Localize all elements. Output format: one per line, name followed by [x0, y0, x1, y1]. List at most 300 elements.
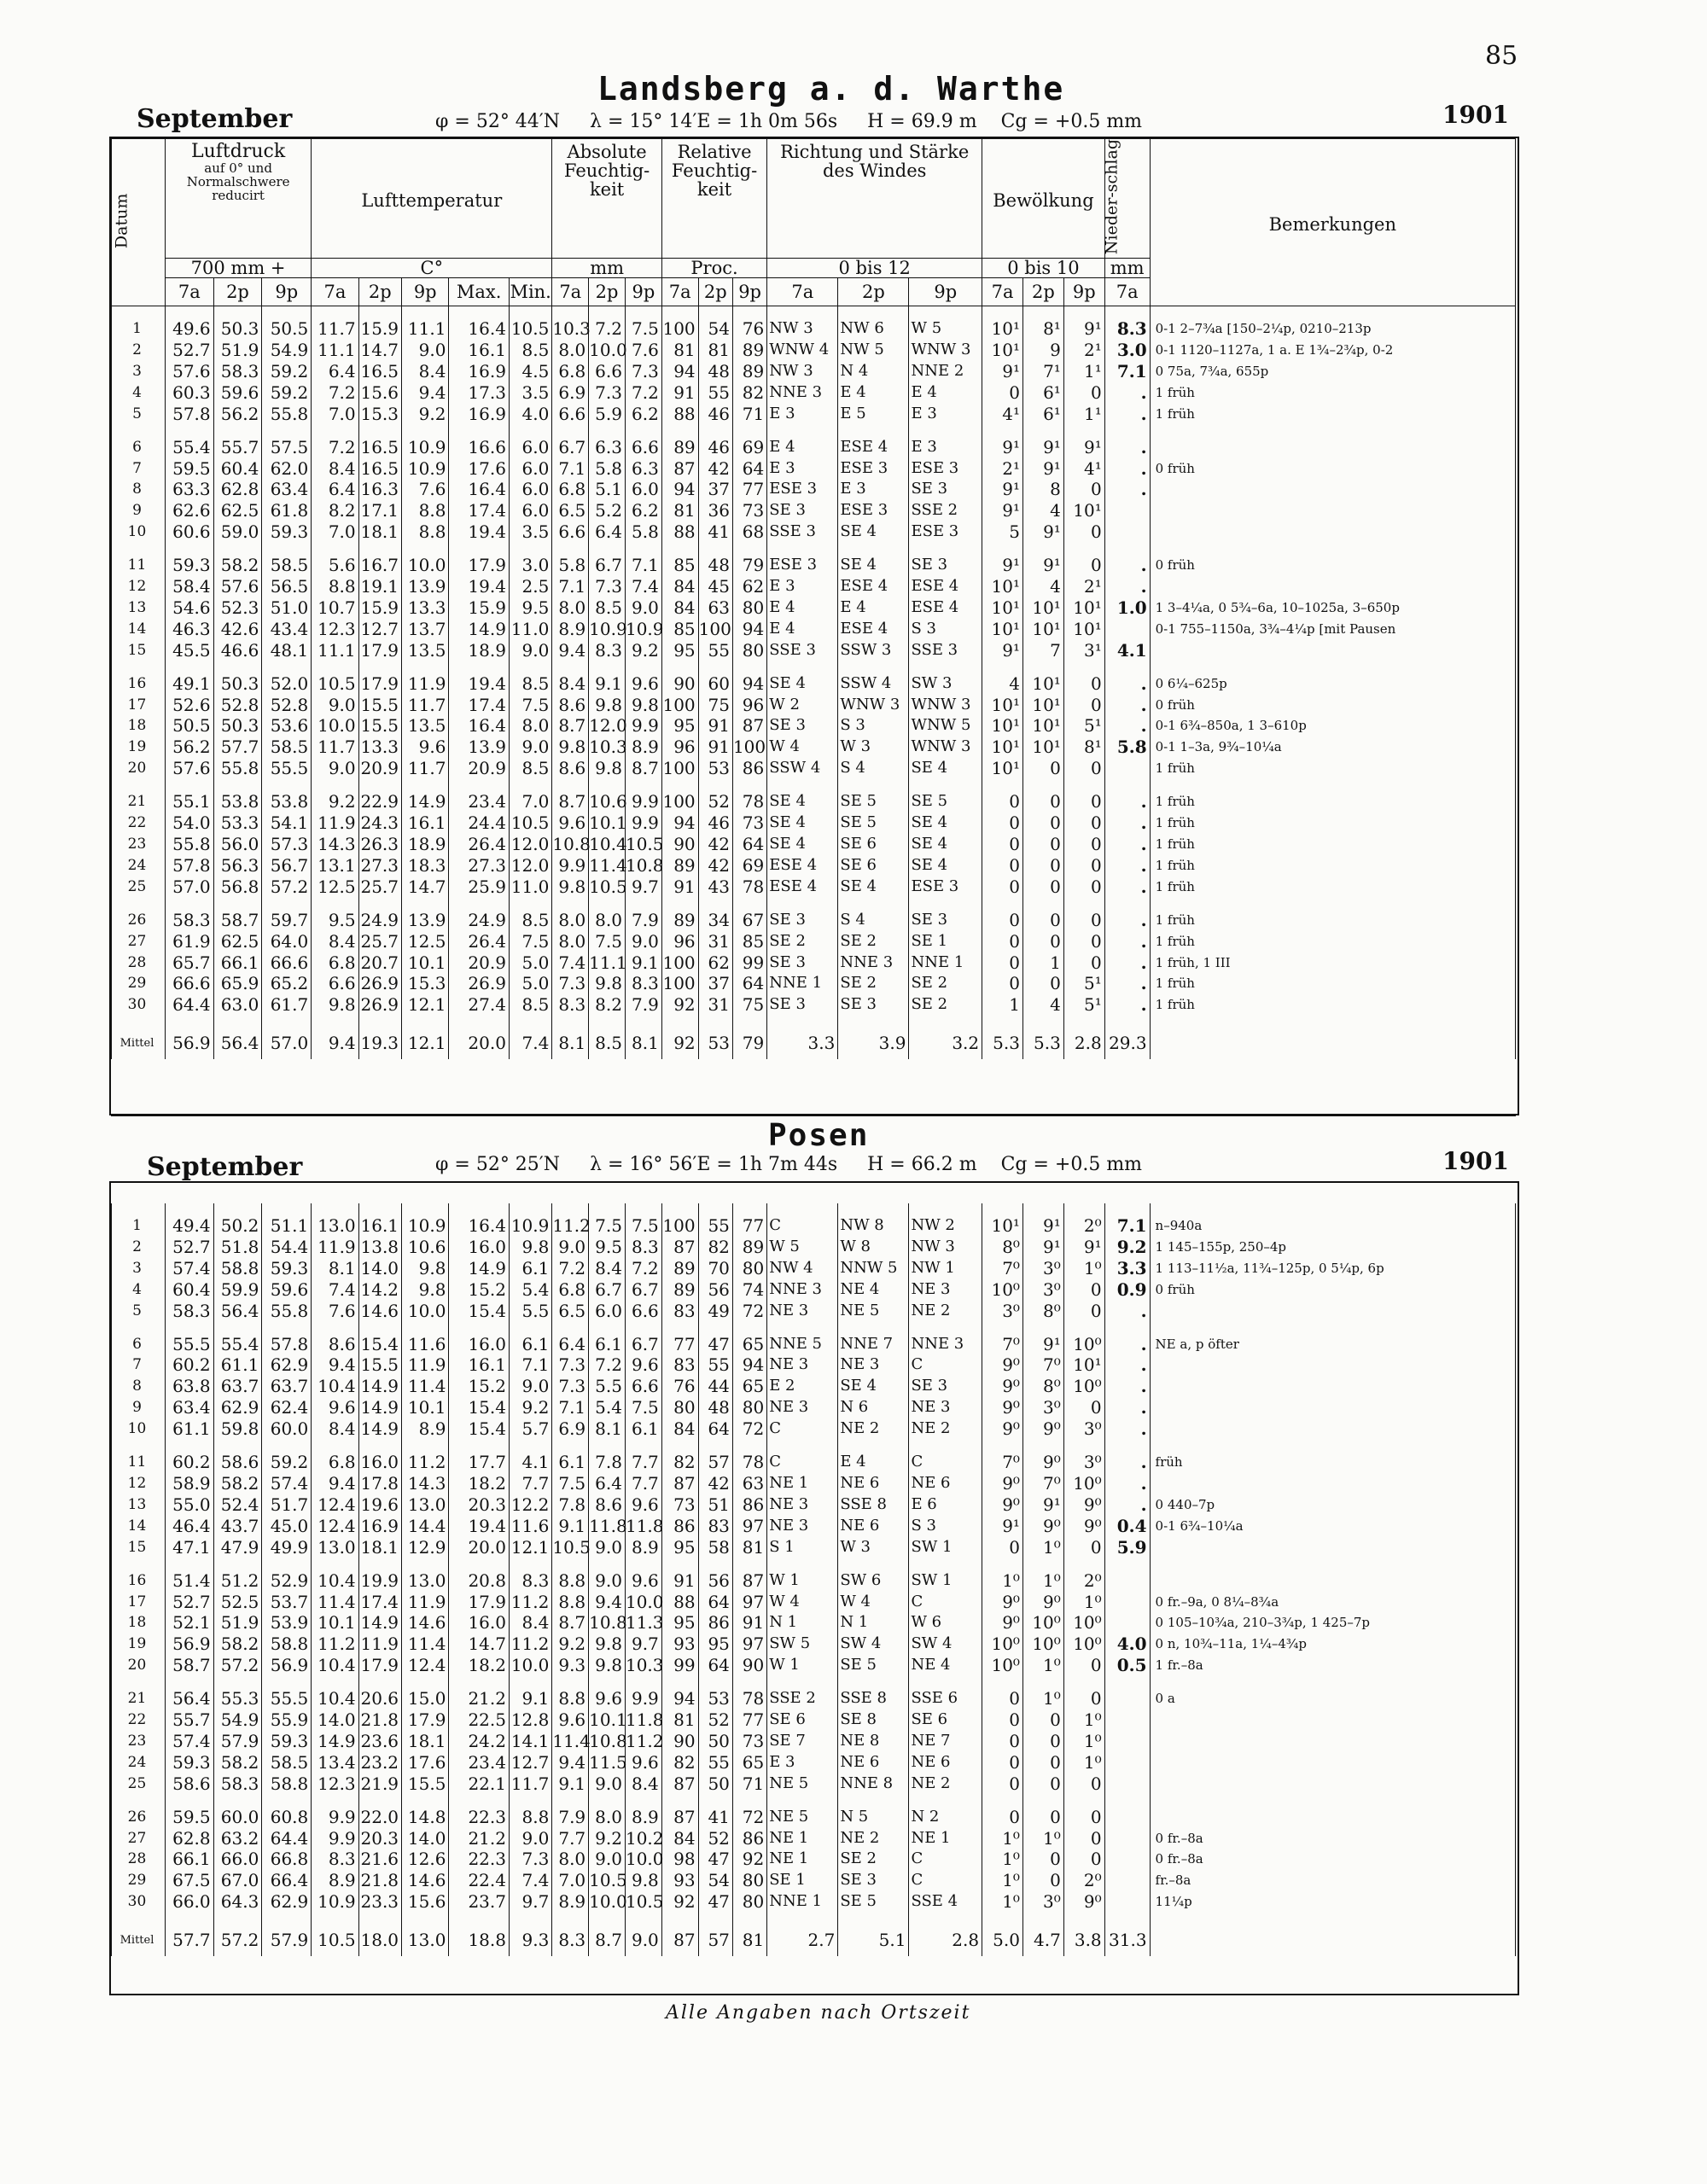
data-cell: . [1104, 404, 1150, 425]
data-cell: W 8 [838, 1237, 909, 1258]
data-cell: 17.9 [358, 673, 401, 695]
data-cell: NNE 8 [838, 1773, 909, 1795]
data-cell: 100 [732, 737, 766, 758]
data-cell: 8.1 [589, 1418, 626, 1440]
data-cell: NE 2 [909, 1301, 982, 1322]
data-cell: 21 [112, 1688, 166, 1709]
data-cell: . [1104, 994, 1150, 1016]
data-cell: 12.3 [312, 1773, 358, 1795]
data-cell: 15.4 [449, 1397, 510, 1418]
data-cell: 0 früh [1150, 1279, 1515, 1301]
data-cell: 78 [732, 1688, 766, 1709]
data-cell: 92 [661, 994, 698, 1016]
spacer-row [112, 1440, 1516, 1452]
data-cell: W 4 [767, 737, 838, 758]
data-cell: NE 6 [838, 1473, 909, 1494]
data-cell: 66.1 [213, 952, 262, 974]
data-cell: 6.7 [625, 1279, 661, 1301]
data-cell: 96 [661, 737, 698, 758]
data-cell: 9.6 [625, 1494, 661, 1516]
data-cell: SE 2 [909, 973, 982, 994]
data-cell: 52.9 [262, 1570, 312, 1592]
data-cell: 57.3 [262, 834, 312, 855]
data-cell: 3.0 [1104, 340, 1150, 361]
data-cell: 53 [698, 1688, 732, 1709]
data-cell: 8.5 [589, 597, 626, 619]
data-cell: 87 [661, 1807, 698, 1828]
data-cell: 11.7 [509, 1773, 551, 1795]
data-cell: 10.4 [312, 1570, 358, 1592]
data-cell: 6.5 [552, 500, 589, 521]
data-cell: S 3 [909, 619, 982, 640]
data-cell: 91 [661, 382, 698, 404]
section-separator [111, 1114, 1516, 1116]
data-cell: 6.7 [589, 555, 626, 576]
data-cell: 53.9 [262, 1612, 312, 1634]
data-cell: E 3 [838, 479, 909, 500]
data-cell: 50.2 [213, 1215, 262, 1237]
data-cell: . [1104, 1473, 1150, 1494]
data-cell: 8.0 [552, 340, 589, 361]
data-cell: E 3 [909, 437, 982, 458]
data-cell: 4 [1022, 500, 1063, 521]
data-cell: 13.7 [402, 619, 449, 640]
data-cell: 8.9 [402, 1418, 449, 1440]
data-cell: NE 1 [909, 1828, 982, 1849]
data-cell: 13.9 [449, 737, 510, 758]
data-cell: 20.0 [449, 1028, 510, 1059]
data-cell: 16 [112, 673, 166, 695]
data-cell: 34 [698, 910, 732, 931]
data-cell: 13.3 [358, 737, 401, 758]
table-row [112, 1334, 1516, 1355]
data-cell: 91 [698, 715, 732, 737]
data-cell: 9.4 [312, 1354, 358, 1376]
data-cell: 8.0 [552, 910, 589, 931]
data-cell: 80 [732, 640, 766, 661]
data-cell: 49.4 [165, 1215, 213, 1237]
data-cell: 0.9 [1104, 1279, 1150, 1301]
data-cell: 0 [1022, 877, 1063, 898]
data-cell: 7.7 [552, 1828, 589, 1849]
data-cell: 10.5 [589, 1870, 627, 1891]
data-cell: 60.4 [213, 458, 262, 480]
table-row [112, 1612, 1516, 1634]
sub-header-time: 9p [262, 278, 312, 306]
data-cell: 5.0 [509, 952, 551, 974]
data-cell: 55.8 [165, 834, 213, 855]
table-row [112, 931, 1516, 952]
data-cell: 11.8 [625, 1515, 664, 1536]
data-cell: 9¹ [982, 555, 1023, 576]
data-cell: 9.8 [402, 1279, 449, 1301]
data-cell: 16.4 [449, 479, 510, 500]
mean-row [112, 1925, 1516, 1956]
data-cell: 8.5 [509, 758, 551, 779]
data-cell: 94 [732, 673, 766, 695]
data-cell: 6.0 [509, 458, 551, 480]
data-cell: 13.9 [402, 576, 449, 597]
data-cell: 13.9 [402, 910, 449, 931]
data-cell: 0 [1022, 1731, 1063, 1752]
data-cell: 31 [698, 994, 732, 1016]
data-cell: NE 7 [909, 1731, 982, 1752]
data-cell: NW 5 [838, 340, 909, 361]
data-cell: 10.8 [625, 854, 664, 876]
data-cell: SE 1 [909, 931, 982, 952]
data-cell: SSE 3 [767, 640, 838, 661]
data-cell: 17.9 [358, 1655, 401, 1676]
data-cell: 55.8 [262, 404, 312, 425]
data-cell: 49.1 [165, 673, 213, 695]
data-cell: ESE 3 [909, 521, 982, 543]
data-cell: 9.0 [509, 1828, 551, 1849]
data-cell: NE 2 [909, 1418, 982, 1440]
data-cell: 9.9 [625, 812, 661, 834]
data-cell: 7.5 [625, 1397, 661, 1418]
data-cell: 91 [698, 737, 732, 758]
data-cell: 9.0 [402, 340, 449, 361]
data-cell: 16.4 [449, 1215, 510, 1237]
data-cell: 90 [661, 834, 698, 855]
data-cell: 61.1 [165, 1418, 213, 1440]
data-cell: 53.7 [262, 1592, 312, 1613]
data-cell: 84 [661, 1828, 698, 1849]
data-cell: 57.5 [262, 437, 312, 458]
data-cell: 10.2 [625, 1827, 664, 1849]
data-cell: 5.3 [1022, 1028, 1063, 1059]
data-cell: 48 [698, 555, 732, 576]
data-cell: 20.9 [449, 952, 510, 974]
data-cell: 10.5 [625, 834, 664, 854]
data-cell: Mittel [112, 1925, 166, 1956]
data-cell: 84 [661, 1418, 698, 1440]
data-cell [1150, 1773, 1515, 1795]
data-cell [1150, 521, 1515, 543]
data-cell: 25.7 [358, 877, 401, 898]
data-cell: 86 [732, 1828, 766, 1849]
col-header-bewoelkung: Bewölkung [982, 139, 1105, 259]
data-cell: 2¹ [1063, 340, 1104, 361]
data-cell: 9¹ [1063, 1237, 1104, 1258]
data-cell: 8.8 [312, 576, 358, 597]
data-cell: SE 3 [767, 715, 838, 737]
data-cell: N 2 [909, 1807, 982, 1828]
data-cell: 12.3 [312, 619, 358, 640]
table-row [112, 1237, 1516, 1258]
data-cell: 46 [698, 812, 732, 834]
data-cell: 58.8 [213, 1258, 262, 1279]
data-cell: 0 fr.–8a [1150, 1849, 1515, 1870]
data-cell: 0.5 [1104, 1655, 1150, 1676]
data-cell: . [1104, 877, 1150, 898]
data-cell: 19.4 [449, 1516, 510, 1537]
sub-header-time: 7a [552, 278, 589, 306]
data-cell: 12 [112, 576, 166, 597]
longitude: λ = 16° 56′E = 1h 7m 44s [590, 1154, 838, 1175]
data-cell: 11.2 [312, 1634, 358, 1655]
data-cell: 59.3 [262, 521, 312, 543]
data-cell [1104, 1752, 1150, 1773]
data-cell: 13.5 [402, 640, 449, 661]
data-cell: 29.3 [1104, 1028, 1150, 1059]
data-cell: 17.9 [449, 1592, 510, 1613]
data-cell: 16.1 [449, 1354, 510, 1376]
data-cell: 54.1 [262, 812, 312, 834]
data-cell: 10.5 [625, 1891, 664, 1913]
table-row [112, 1752, 1516, 1773]
data-cell: 0-1 1–3a, 9¾–10¼a [1150, 737, 1515, 758]
data-cell: 59.2 [262, 361, 312, 382]
data-cell: SE 4 [838, 1376, 909, 1397]
data-cell: 77 [732, 1709, 766, 1731]
data-cell: 13.3 [402, 597, 449, 619]
data-cell: 9¹ [1022, 1215, 1063, 1237]
data-cell: 57.2 [213, 1925, 262, 1956]
data-cell: 5 [112, 1301, 166, 1322]
data-cell: 41 [698, 1807, 732, 1828]
data-cell: 0 [1063, 555, 1104, 576]
data-cell: 6.7 [625, 1334, 661, 1355]
data-cell: 60.2 [165, 1452, 213, 1473]
data-cell: 9⁰ [1022, 1516, 1063, 1537]
data-cell: C [767, 1418, 838, 1440]
data-cell: 4 [112, 382, 166, 404]
data-cell: 14.7 [449, 1634, 510, 1655]
data-cell: NNE 5 [767, 1334, 838, 1355]
data-cell: 9.4 [552, 640, 589, 661]
data-cell: 16.4 [449, 715, 510, 737]
data-cell: 89 [661, 1258, 698, 1279]
data-cell: 23 [112, 834, 166, 855]
data-cell: 3.0 [509, 555, 551, 576]
spacer-row [112, 1558, 1516, 1570]
data-cell: 6.6 [589, 361, 626, 382]
data-cell: 10¹ [1063, 500, 1104, 521]
data-cell: 89 [661, 910, 698, 931]
data-cell: 6.4 [552, 1334, 589, 1355]
data-cell: 16.0 [358, 1452, 401, 1473]
data-cell: 10.5 [312, 673, 358, 695]
data-cell: 5.8 [625, 521, 661, 543]
data-cell: 50.3 [213, 673, 262, 695]
data-cell: 26.9 [358, 994, 401, 1016]
data-cell: 10¹ [1022, 695, 1063, 716]
data-cell: 11.8 [589, 1515, 627, 1536]
data-cell: 65.7 [165, 952, 213, 974]
data-cell: E 2 [767, 1376, 838, 1397]
data-cell: 52.6 [165, 695, 213, 716]
data-cell: 8.7 [552, 1612, 589, 1634]
data-cell: 11.9 [312, 812, 358, 834]
table-row [112, 1452, 1516, 1473]
data-cell: 27.4 [449, 994, 510, 1016]
data-cell: E 4 [767, 597, 838, 619]
data-cell: 10¹ [982, 597, 1023, 619]
data-cell: 81 [661, 340, 698, 361]
data-cell: 5.0 [982, 1925, 1023, 1956]
data-cell: 7 [112, 1354, 166, 1376]
data-cell: SE 4 [909, 812, 982, 834]
data-cell: 95 [661, 1537, 698, 1558]
data-cell: 51.2 [213, 1570, 262, 1592]
data-cell: 23.2 [358, 1752, 401, 1773]
data-cell: . [1104, 437, 1150, 458]
data-cell: 5.6 [312, 555, 358, 576]
data-cell: 58.6 [165, 1773, 213, 1795]
table-row [112, 1709, 1516, 1731]
year-label-2: 1901 [1442, 1147, 1509, 1175]
data-cell: 14.3 [402, 1473, 449, 1494]
data-cell: 59.3 [165, 555, 213, 576]
data-cell: NE 1 [767, 1473, 838, 1494]
data-cell: 8.5 [509, 994, 551, 1016]
data-cell: 56.7 [262, 855, 312, 877]
data-cell: 80 [732, 1891, 766, 1913]
data-cell: 9.6 [625, 1752, 661, 1773]
data-cell: SSW 4 [838, 673, 909, 695]
data-cell [1104, 1870, 1150, 1891]
data-cell: 7.6 [402, 479, 449, 500]
table-row [112, 382, 1516, 404]
spacer-row [112, 1913, 1516, 1925]
data-cell: 10.4 [312, 1655, 358, 1676]
data-cell: 46 [698, 437, 732, 458]
data-cell: 11 [112, 1452, 166, 1473]
data-cell: 8.7 [552, 715, 589, 737]
data-cell: 28 [112, 952, 166, 974]
data-cell: WNW 3 [909, 737, 982, 758]
data-cell: 51.9 [213, 1612, 262, 1634]
data-cell: NE 3 [767, 1354, 838, 1376]
data-cell: 7.3 [509, 1849, 551, 1870]
data-cell: 11 [112, 555, 166, 576]
data-cell: 0 [982, 1807, 1023, 1828]
data-cell: 8.8 [552, 1592, 589, 1613]
data-cell: 10⁰ [1022, 1612, 1063, 1634]
data-cell [1104, 500, 1150, 521]
data-cell: 80 [732, 1397, 766, 1418]
data-cell: 9.1 [589, 673, 626, 695]
data-cell: 7.2 [312, 382, 358, 404]
data-cell: 11.4 [312, 1592, 358, 1613]
data-cell: 14.0 [358, 1258, 401, 1279]
data-cell: 12.7 [509, 1752, 551, 1773]
data-cell: 9.6 [552, 812, 589, 834]
data-cell: 94 [732, 619, 766, 640]
sub-header-time: 7a [767, 278, 838, 306]
data-cell: 7.3 [589, 576, 626, 597]
data-cell: 7.9 [552, 1807, 589, 1828]
data-cell: 0 [1063, 758, 1104, 779]
data-cell: 14.9 [358, 1376, 401, 1397]
data-cell: 9.1 [552, 1516, 589, 1537]
data-cell: 12.5 [402, 931, 449, 952]
data-cell: 15.6 [358, 382, 401, 404]
data-cell: 63.4 [165, 1397, 213, 1418]
data-cell: 80 [661, 1397, 698, 1418]
data-cell: 53 [698, 758, 732, 779]
data-cell: 55 [698, 1215, 732, 1237]
data-cell: 6.0 [625, 479, 661, 500]
data-cell: 23.6 [358, 1731, 401, 1752]
data-cell: 19.6 [358, 1494, 401, 1516]
data-cell: 9⁰ [982, 1473, 1023, 1494]
data-cell: 19.4 [449, 576, 510, 597]
data-cell: 58.7 [213, 910, 262, 931]
data-cell: . [1104, 812, 1150, 834]
data-cell: 10.5 [509, 812, 551, 834]
data-cell: 13.1 [312, 855, 358, 877]
data-cell: 9.0 [312, 758, 358, 779]
data-cell: 9¹ [982, 479, 1023, 500]
data-cell: 9.2 [509, 1397, 551, 1418]
data-cell: 47.1 [165, 1537, 213, 1558]
data-cell: 86 [661, 1516, 698, 1537]
spacer-row [112, 661, 1516, 673]
data-cell: 1⁰ [1063, 1592, 1104, 1613]
data-cell: 88 [661, 521, 698, 543]
spacer-row [112, 543, 1516, 555]
data-cell: ESE 3 [838, 500, 909, 521]
data-cell: 59.3 [262, 1258, 312, 1279]
data-cell: . [1104, 382, 1150, 404]
data-cell: 21.6 [358, 1849, 401, 1870]
data-cell: 42 [698, 458, 732, 480]
data-cell: 9.2 [589, 1828, 626, 1849]
data-cell: 1⁰ [982, 1849, 1023, 1870]
data-cell: 1 145–155p, 250–4p [1150, 1237, 1515, 1258]
data-cell: W 5 [909, 318, 982, 340]
data-cell: 0 [1063, 695, 1104, 716]
data-cell: NE 5 [838, 1301, 909, 1322]
data-cell: 56.3 [213, 855, 262, 877]
data-cell: 11.9 [402, 673, 449, 695]
table-row [112, 737, 1516, 758]
data-cell: SE 2 [838, 973, 909, 994]
gravity: Cg = +0.5 mm [1000, 1154, 1143, 1175]
data-cell: . [1104, 931, 1150, 952]
data-cell: 11.0 [509, 877, 551, 898]
data-cell: 9⁰ [982, 1592, 1023, 1613]
data-cell: NE 2 [838, 1828, 909, 1849]
data-cell: 7 [112, 458, 166, 480]
data-cell: 0.4 [1104, 1516, 1150, 1537]
data-cell: NE 8 [838, 1731, 909, 1752]
data-cell: 87 [661, 1773, 698, 1795]
data-cell: 4.0 [509, 404, 551, 425]
data-cell: 8.8 [509, 1807, 551, 1828]
data-cell: 9.0 [312, 695, 358, 716]
data-cell: 5.9 [1104, 1537, 1150, 1558]
data-cell: 97 [732, 1592, 766, 1613]
data-cell: 57.6 [213, 576, 262, 597]
data-cell: 20 [112, 758, 166, 779]
data-cell: 7⁰ [982, 1452, 1023, 1473]
data-cell [1150, 1397, 1515, 1418]
data-cell: 6.4 [312, 479, 358, 500]
data-cell: 44 [698, 1376, 732, 1397]
data-cell: 10.3 [589, 737, 627, 758]
data-cell: 47 [698, 1849, 732, 1870]
data-cell: 7 [1022, 640, 1063, 661]
data-cell: 57 [698, 1452, 732, 1473]
data-cell: 25 [112, 877, 166, 898]
data-cell: 14.1 [509, 1731, 551, 1752]
data-cell: 1⁰ [982, 1570, 1023, 1592]
data-cell: 19.4 [449, 673, 510, 695]
data-cell: 0 [1063, 931, 1104, 952]
